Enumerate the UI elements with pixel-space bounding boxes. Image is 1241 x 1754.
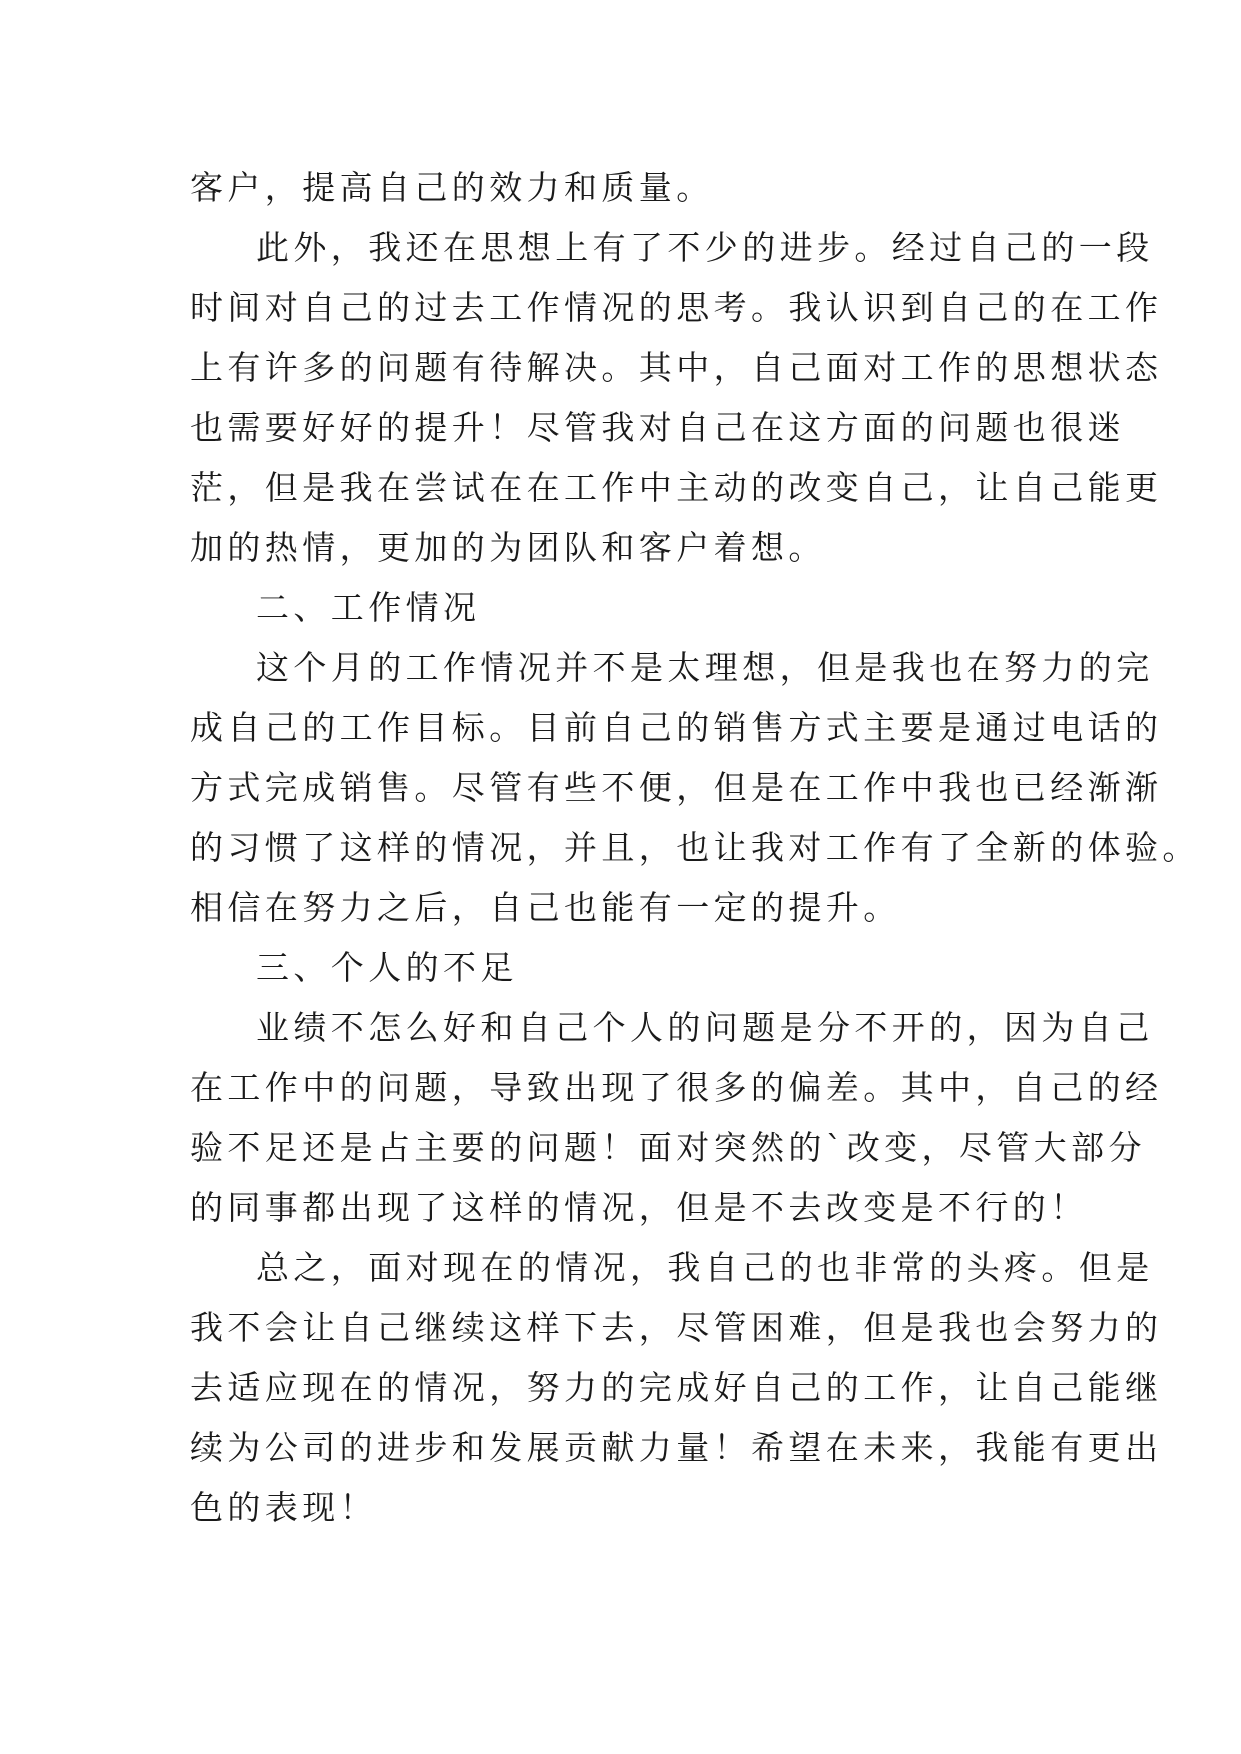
text-line-22: 续为公司的进步和发展贡献力量！希望在未来，我能有更出 — [190, 1428, 1163, 1467]
text-line-12: 的习惯了这样的情况，并且，也让我对工作有了全新的体验。 — [190, 828, 1200, 867]
body-text — [190, 158, 1200, 1538]
text-line-3: 时间对自己的过去工作情况的思考。我认识到自己的在工作 — [190, 288, 1163, 327]
text-line-21: 去适应现在的情况，努力的完成好自己的工作，让自己能继 — [190, 1368, 1163, 1407]
text-line-23: 色的表现！ — [190, 1488, 377, 1527]
text-line-11: 方式完成销售。尽管有些不便，但是在工作中我也已经渐渐 — [190, 768, 1163, 807]
text-line-2: 此外，我还在思想上有了不少的进步。经过自己的一段 — [256, 228, 1154, 267]
text-line-16: 在工作中的问题，导致出现了很多的偏差。其中，自己的经 — [190, 1068, 1163, 1107]
text-line-4: 上有许多的问题有待解决。其中，自己面对工作的思想状态 — [190, 348, 1163, 387]
text-line-10: 成自己的工作目标。目前自己的销售方式主要是通过电话的 — [190, 708, 1163, 747]
text-line-5: 也需要好好的提升！尽管我对自己在这方面的问题也很迷 — [190, 408, 1125, 447]
text-line-20: 我不会让自己继续这样下去，尽管困难，但是我也会努力的 — [190, 1308, 1163, 1347]
text-line-7: 加的热情，更加的为团队和客户着想。 — [190, 528, 826, 567]
section-heading-work: 二、工作情况 — [256, 588, 481, 627]
text-line-13: 相信在努力之后，自己也能有一定的提升。 — [190, 888, 901, 927]
text-line-17: 验不足还是占主要的问题！面对突然的`改变，尽管大部分 — [190, 1128, 1146, 1167]
section-heading-shortcomings: 三、个人的不足 — [256, 948, 518, 987]
text-line-19: 总之，面对现在的情况，我自己的也非常的头疼。但是 — [256, 1248, 1154, 1287]
text-line-18: 的同事都出现了这样的情况，但是不去改变是不行的！ — [190, 1188, 1088, 1227]
text-line-9: 这个月的工作情况并不是太理想，但是我也在努力的完 — [256, 648, 1154, 687]
text-line-15: 业绩不怎么好和自己个人的问题是分不开的，因为自己 — [256, 1008, 1154, 1047]
text-line-1: 客户，提高自己的效力和质量。 — [190, 168, 714, 207]
text-line-6: 茫，但是我在尝试在在工作中主动的改变自己，让自己能更 — [190, 468, 1163, 507]
